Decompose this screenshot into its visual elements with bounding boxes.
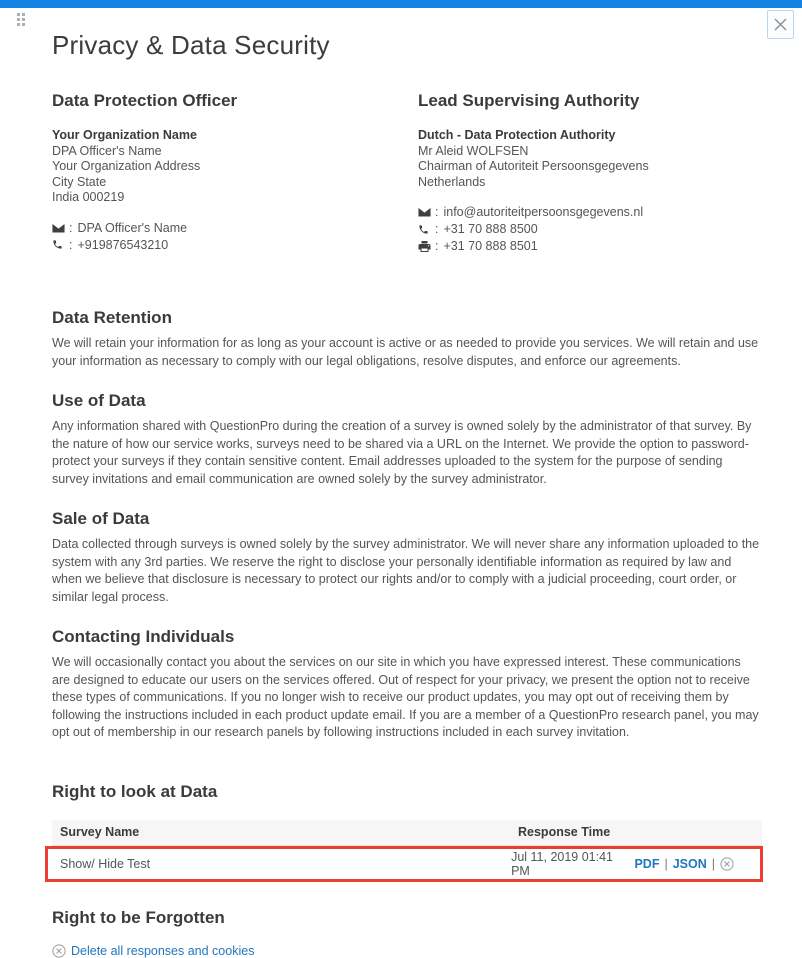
dpo-section — [52, 91, 418, 254]
dpo-line: India 000219 — [52, 190, 125, 204]
dpo-email-value: DPA Officer's Name — [77, 220, 188, 235]
policy-section-contacting-individuals — [52, 627, 762, 742]
delete-all-line — [52, 944, 762, 958]
policy-section-sale-of-data — [52, 509, 762, 606]
email-icon — [52, 223, 67, 233]
authority-email-line — [418, 204, 762, 220]
authority-line: Mr Aleid WOLFSEN — [418, 143, 529, 158]
dpo-heading: Data Protection Officer — [52, 91, 238, 110]
dpo-phone-line — [52, 237, 418, 253]
policy-heading: Data Retention — [52, 308, 172, 327]
responses-table — [52, 820, 762, 882]
table-header-row — [52, 820, 762, 846]
authority-org-name: Dutch - Data Protection Authority — [418, 128, 616, 142]
dpo-line: City State — [52, 174, 107, 189]
response-time-cell: Jul 11, 2019 01:41 PM — [511, 849, 614, 878]
table-row — [48, 849, 760, 879]
policy-heading: Use of Data — [52, 391, 146, 410]
column-header-response-time: Response Time — [518, 825, 611, 839]
authority-phone-value: +31 70 888 8500 — [443, 222, 538, 236]
dpo-line: Your Organization Address — [52, 159, 201, 173]
right-to-look-heading: Right to look at Data — [52, 781, 218, 801]
modal-accent-bar — [0, 0, 802, 8]
dpo-line: DPA Officer's Name — [52, 143, 162, 158]
policy-heading: Sale of Data — [52, 509, 150, 528]
separator: : — [435, 239, 439, 253]
policy-body: We will occasionally contact you about the services on our site in which you have expressed interest. These communications are designed to educate our users on the services offered. Out of respect for your privacy, we present the option not to receive these types of communications. If you no longer wish to receive our product updates, you may opt out of receiving them by following the instructions included in each product update email. If you are a member of a QuestionPro research panel, you may opt out of membership in our research panels by following instructions included in each survey invitation. — [52, 655, 759, 739]
survey-name-cell: Show/ Hide Test — [60, 856, 151, 871]
authority-heading: Lead Supervising Authority — [418, 91, 640, 110]
policy-section-data-retention — [52, 308, 762, 370]
fax-icon — [418, 241, 433, 252]
dpo-email-line — [52, 220, 418, 236]
delete-all-link[interactable]: Delete all responses and cookies — [71, 943, 255, 958]
authority-section — [418, 91, 762, 254]
dpo-contact-lines — [52, 220, 418, 253]
close-icon — [774, 18, 787, 31]
page-title: Privacy & Data Security — [52, 30, 330, 60]
dpo-org-name: Your Organization Name — [52, 128, 197, 142]
phone-icon — [52, 239, 67, 250]
authority-line: Netherlands — [418, 174, 486, 189]
policy-body: Any information shared with QuestionPro during the creation of a survey is owned solely by the administrator of that survey. By the nature of how our service works, surveys need to be shared via a URL on the Internet. We provide the option to password-protect your surveys if they contain sensitive content. Email addresses uploaded to the system for the purpose of sending survey invitations and email communication are owned solely by the survey administrator. — [52, 419, 752, 486]
dpo-phone-value: +919876543210 — [77, 237, 169, 252]
policy-body: Data collected through surveys is owned solely by the survey administrator. We will never share any information uploaded to the system with any 3rd parties. We reserve the right to disclose your personally identifiable information as required by law and when we believe that disclosure is necessary to protect our rights and/or to comply with a judicial proceeding, court order, or similar legal process. — [52, 537, 760, 604]
delete-response-icon[interactable] — [720, 857, 734, 871]
policy-section-use-of-data — [52, 391, 762, 488]
separator: : — [69, 220, 73, 235]
separator: | — [711, 856, 715, 871]
close-button[interactable] — [767, 10, 794, 39]
authority-phone-line — [418, 221, 762, 237]
pdf-link[interactable]: PDF — [634, 856, 660, 871]
authority-fax-value: +31 70 888 8501 — [443, 239, 538, 253]
drag-handle-icon[interactable] — [17, 13, 25, 26]
dpo-address-block — [52, 128, 418, 206]
phone-icon — [418, 224, 433, 235]
authority-fax-line — [418, 238, 762, 254]
separator: : — [435, 222, 439, 236]
json-link[interactable]: JSON — [672, 856, 707, 871]
column-header-survey-name: Survey Name — [60, 825, 140, 839]
authority-address-block — [418, 128, 762, 190]
separator: | — [664, 856, 668, 871]
authority-email-value: info@autoriteitpersoonsgegevens.nl — [443, 205, 644, 219]
annotation-highlight-box — [45, 846, 763, 882]
right-to-be-forgotten-heading: Right to be Forgotten — [52, 907, 225, 927]
delete-all-icon[interactable] — [52, 944, 66, 958]
policy-heading: Contacting Individuals — [52, 627, 235, 646]
contacts-columns — [52, 91, 762, 254]
row-actions — [634, 857, 760, 871]
authority-line: Chairman of Autoriteit Persoonsgegevens — [418, 159, 649, 173]
policy-body: We will retain your information for as long as your account is active or as needed to provide you services. We will retain and use your information as necessary to comply with our legal obligations, resolve disputes, and enforce our agreements. — [52, 336, 759, 368]
email-icon — [418, 207, 433, 217]
separator: : — [69, 237, 73, 252]
separator: : — [435, 205, 439, 219]
authority-contact-lines — [418, 204, 762, 254]
